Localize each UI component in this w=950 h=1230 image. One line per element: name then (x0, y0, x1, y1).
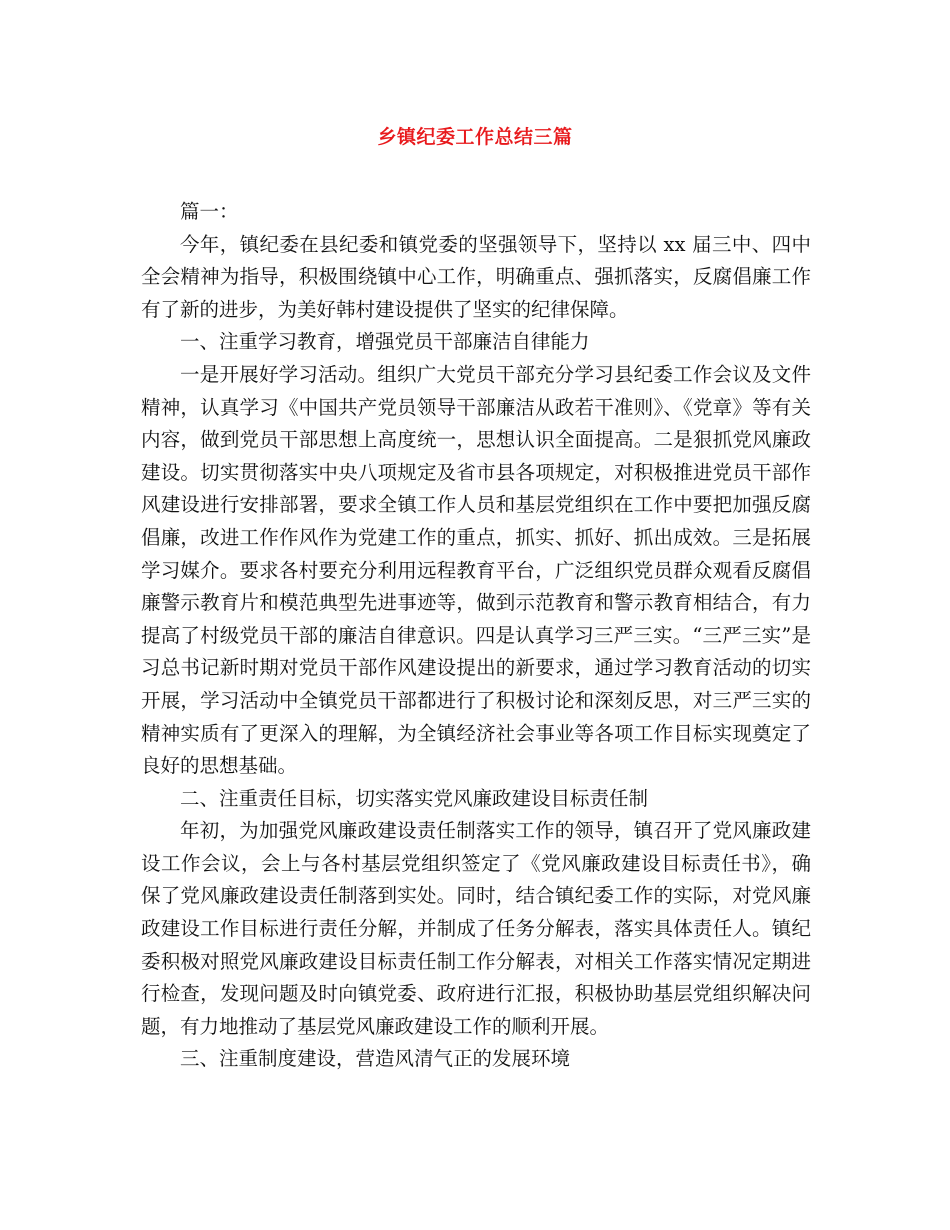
body-paragraph: 年初，为加强党风廉政建设责任制落实工作的领导，镇召开了党风廉政建设工作会议，会上与各村基层党组织签定了《党风廉政建设目标责任书》，确保了党风廉政建设责任制落到实处。同时，结合镇纪委工作的实际，对党风廉政建设工作目标进行责任分解，并制成了任务分解表，落实具体责任人。镇纪委积极对照党风廉政建设目标责任制工作分解表，对相关工作落实情况定期进行检查，发现问题及时向镇党委、政府进行汇报，积极协助基层党组织解决问题，有力地推动了基层党风廉政建设工作的顺利开展。 (141, 819, 811, 1038)
section-label: 篇一： (180, 200, 239, 223)
document-body (141, 196, 811, 1076)
section-heading: 三、注重制度建设，营造风清气正的发展环境 (180, 1047, 571, 1071)
document-title: 乡镇纪委工作总结三篇 (377, 126, 573, 148)
body-paragraph: 今年，镇纪委在县纪委和镇党委的坚强领导下，坚持以 xx 届三中、四中全会精神为指导，积极围绕镇中心工作，明确重点、强抓落实，反腐倡廉工作有了新的进步，为美好韩村建设提供了坚实的纪律保障。 (141, 232, 811, 321)
section-heading: 一、注重学习教育，增强党员干部廉洁自律能力 (180, 330, 590, 354)
section-heading: 二、注重责任目标，切实落实党风廉政建设目标责任制 (180, 786, 649, 810)
body-paragraph: 一是开展好学习活动。组织广大党员干部充分学习县纪委工作会议及文件精神，认真学习《中国共产党员领导干部廉洁从政若干准则》、《党章》等有关内容，做到党员干部思想上高度统一，思想认识全面提高。二是狠抓党风廉政建设。切实贯彻落实中央八项规定及省市县各项规定，对积极推进党员干部作风建设进行安排部署，要求全镇工作人员和基层党组织在工作中要把加强反腐倡廉，改进工作作风作为党建工作的重点，抓实、抓好、抓出成效。三是拓展学习媒介。要求各村要充分利用远程教育平台，广泛组织党员群众观看反腐倡廉警示教育片和模范典型先进事迹等，做到示范教育和警示教育相结合，有力提高了村级党员干部的廉洁自律意识。四是认真学习三严三实。“三严三实”是习总书记新时期对党员干部作风建设提出的新要求，通过学习教育活动的切实开展，学习活动中全镇党员干部都进行了积极讨论和深刻反思，对三严三实的精神实质有了更深入的理解，为全镇经济社会事业等各项工作目标实现奠定了良好的思想基础。 (141, 362, 811, 778)
